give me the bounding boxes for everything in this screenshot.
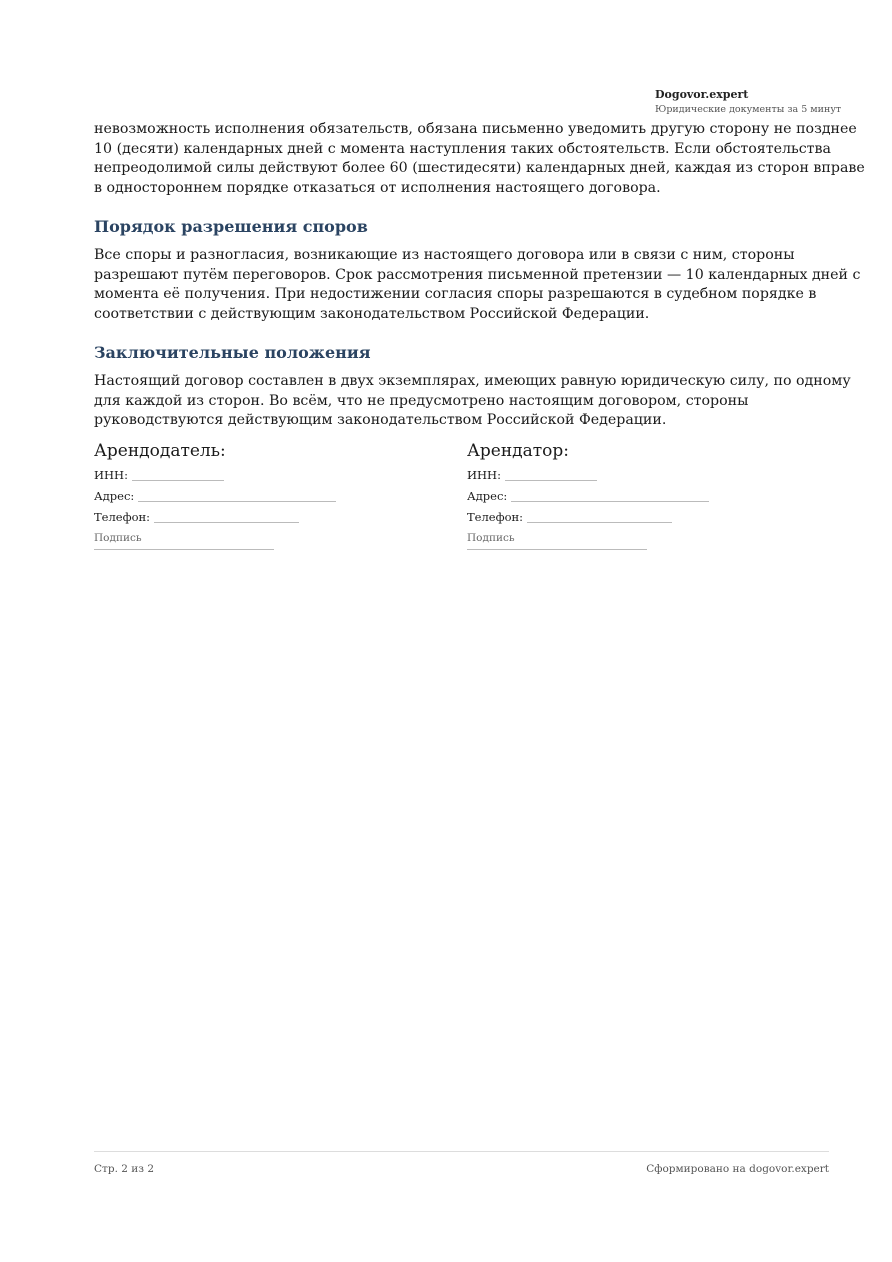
section-title: Заключительные положения [94,343,371,362]
signature-label: Подпись [467,532,515,544]
signature-line [94,549,274,550]
address-label: Адрес: [467,489,508,503]
section-title: Порядок разрешения споров [94,217,368,236]
inn-label: ИНН: [467,468,501,482]
footer-divider [94,1151,829,1152]
tenant-party [467,440,807,550]
section-text: Настоящий договор составлен в двух экземплярах, имеющих равную юридическую силу, по одному для каждой из сторон. Во всём, что не предусмотрено настоящим договором, стороны руководствуются действующим законодательством Российской Федерации. [94,373,851,428]
section-disputes [94,217,870,324]
phone-blank-line [154,521,299,523]
section-final-provisions [94,343,870,431]
party-title: Арендатор: [467,441,569,461]
signature-label: Подпись [94,532,142,544]
inn-field [467,465,807,486]
document-body [94,120,870,431]
party-title: Арендодатель: [94,441,226,461]
intro-paragraph: невозможность исполнения обязательств, обязана письменно уведомить другую сторону не позднее 10 (десяти) календарных дней с момента наступления таких обстоятельств. Если обстоятельства непреодолимой силы действуют более 60 (шестидесяти) календарных дней, каждая из сторон вправе в одностороннем порядке отказаться от исполнения настоящего договора. [94,121,865,196]
section-text: Все споры и разногласия, возникающие из настоящего договора или в связи с ним, стороны разрешают путём переговоров. Срок рассмотрения письменной претензии — 10 календарных дней с момента её получения. При недостижении согласия споры разрешаются в судебном порядке в соответствии с действующим законодательством Российской Федерации. [94,247,861,322]
signature-line [467,549,647,550]
header-brand: Dogovor.expert [655,88,749,101]
phone-blank-line [527,521,672,523]
inn-field [94,465,434,486]
address-blank-line [138,500,336,502]
address-field [94,486,434,507]
header-tagline: Юридические документы за 5 минут [655,104,842,115]
phone-field [467,507,807,528]
address-blank-line [511,500,709,502]
inn-blank-line [505,479,597,481]
inn-label: ИНН: [94,468,128,482]
landlord-party [94,440,434,550]
phone-label: Телефон: [94,510,151,524]
page-number: Стр. 2 из 2 [94,1163,155,1175]
address-label: Адрес: [94,489,135,503]
generated-note: Сформировано на dogovor.expert [646,1163,829,1175]
phone-field [94,507,434,528]
address-field [467,486,807,507]
phone-label: Телефон: [467,510,524,524]
inn-blank-line [132,479,224,481]
